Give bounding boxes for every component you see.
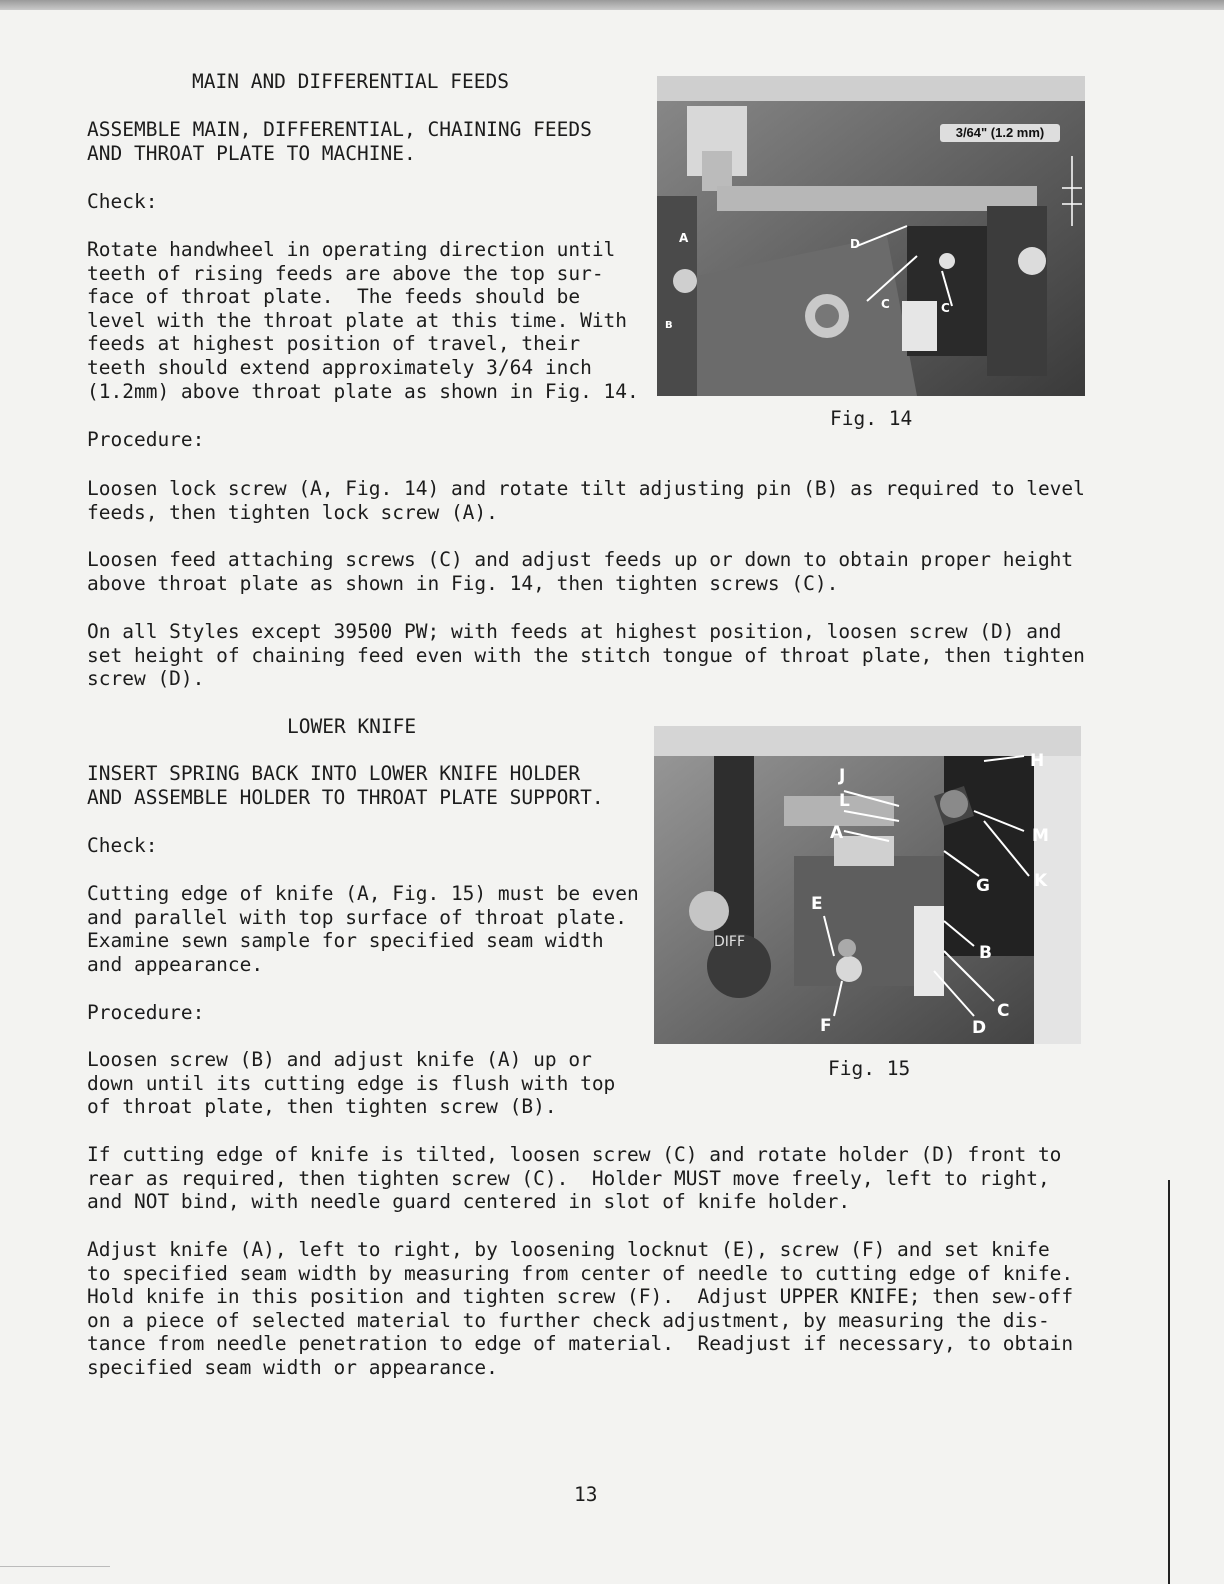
paragraph-knife-tilt: If cutting edge of knife is tilted, loosen screw (C) and rotate holder (D) front to rear as required, then tighten screw (C). Holder MUST move freely, left to right, and NOT bind, with needle guard centered in slot of knife holder.	[87, 1143, 1062, 1214]
figure-15-callout-l: L	[839, 791, 850, 811]
figure-14-callout-b: B	[665, 320, 673, 331]
check-label-1: Check:	[87, 190, 158, 213]
figure-15-callout-k: K	[1034, 871, 1048, 891]
figure-15-callout-d: D	[972, 1018, 987, 1038]
figure-15-drawing	[654, 726, 1081, 1044]
paragraph-feed-screws: Loosen feed attaching screws (C) and adjust feeds up or down to obtain proper height above throat plate as shown in Fig. 14, then tighten screws (C).	[87, 548, 1074, 595]
figure-15-callout-g: G	[976, 876, 990, 896]
figure-14-drawing	[657, 76, 1085, 396]
section-title-lower-knife: LOWER KNIFE	[287, 715, 417, 738]
page-right-edge	[1168, 1180, 1170, 1584]
page-number: 13	[574, 1483, 598, 1506]
figure-14-caption: Fig. 14	[830, 407, 913, 430]
section-heading-main-feeds: ASSEMBLE MAIN, DIFFERENTIAL, CHAINING FEEDS AND THROAT PLATE TO MACHINE.	[87, 118, 592, 165]
figure-15-callout-h: H	[1030, 751, 1045, 771]
figure-14-callout-c2: C	[941, 301, 950, 315]
page-bottom-edge	[0, 1566, 110, 1567]
figure-15-callout-f: F	[820, 1016, 832, 1036]
page-top-edge	[0, 0, 1224, 10]
figure-14-callout-d: D	[850, 237, 860, 251]
figure-15-knob-text: DIFF	[714, 934, 746, 950]
figure-14-callout-a: A	[679, 231, 689, 245]
procedure-label-1: Procedure:	[87, 428, 205, 451]
figure-15-photo	[654, 726, 1081, 1044]
check-label-2: Check:	[87, 834, 158, 857]
procedure-label-2: Procedure:	[87, 1001, 205, 1024]
figure-15-callout-e: E	[811, 894, 823, 914]
figure-15-callout-c: C	[997, 1001, 1010, 1021]
figure-14-callout-c1: C	[881, 297, 890, 311]
paragraph-knife-adjust: Adjust knife (A), left to right, by loosening locknut (E), screw (F) and set knife to specified seam width by measuring from center of needle to cutting edge of knife. Hold knife in this position and tighten screw (F). Adjust UPPER KNIFE; then sew-off on a piece of selected material to further check adjustment, by measuring the dis- tance from needle penetration to edge of material. Readjust if necessary, to obtain specified seam width or appearance.	[87, 1238, 1074, 1379]
figure-15-caption: Fig. 15	[828, 1057, 911, 1080]
figure-14-measure-label: 3/64" (1.2 mm)	[955, 125, 1045, 140]
paragraph-chaining-feed: On all Styles except 39500 PW; with feeds at highest position, loosen screw (D) and set height of chaining feed even with the stitch tongue of throat plate, then tighten screw (D).	[87, 620, 1085, 691]
section-heading-lower-knife: INSERT SPRING BACK INTO LOWER KNIFE HOLDER AND ASSEMBLE HOLDER TO THROAT PLATE SUPPORT.	[87, 762, 604, 809]
procedure-text-2: Loosen screw (B) and adjust knife (A) up or down until its cutting edge is flush with top of throat plate, then tighten screw (B).	[87, 1048, 616, 1119]
paragraph-lock-screw: Loosen lock screw (A, Fig. 14) and rotate tilt adjusting pin (B) as required to level feeds, then tighten lock screw (A).	[87, 477, 1085, 524]
figure-15-callout-b: B	[979, 943, 992, 963]
check-text-2: Cutting edge of knife (A, Fig. 15) must be even and parallel with top surface of throat plate. Examine sewn sample for specified seam width and appearance.	[87, 882, 639, 976]
section-title-main-feeds: MAIN AND DIFFERENTIAL FEEDS	[192, 70, 509, 93]
check-text-1: Rotate handwheel in operating direction until teeth of rising feeds are above the top sur- face of throat plate. The feeds should be level with the throat plate at this time. With feeds at highest position of travel, their teeth should extend approximately 3/64 inch (1.2mm) above throat plate as shown in Fig. 14.	[87, 238, 639, 403]
figure-14-photo	[657, 76, 1085, 396]
figure-15-callout-a: A	[830, 823, 844, 843]
figure-15-callout-j: J	[839, 766, 846, 786]
figure-15-callout-m: M	[1032, 826, 1049, 846]
